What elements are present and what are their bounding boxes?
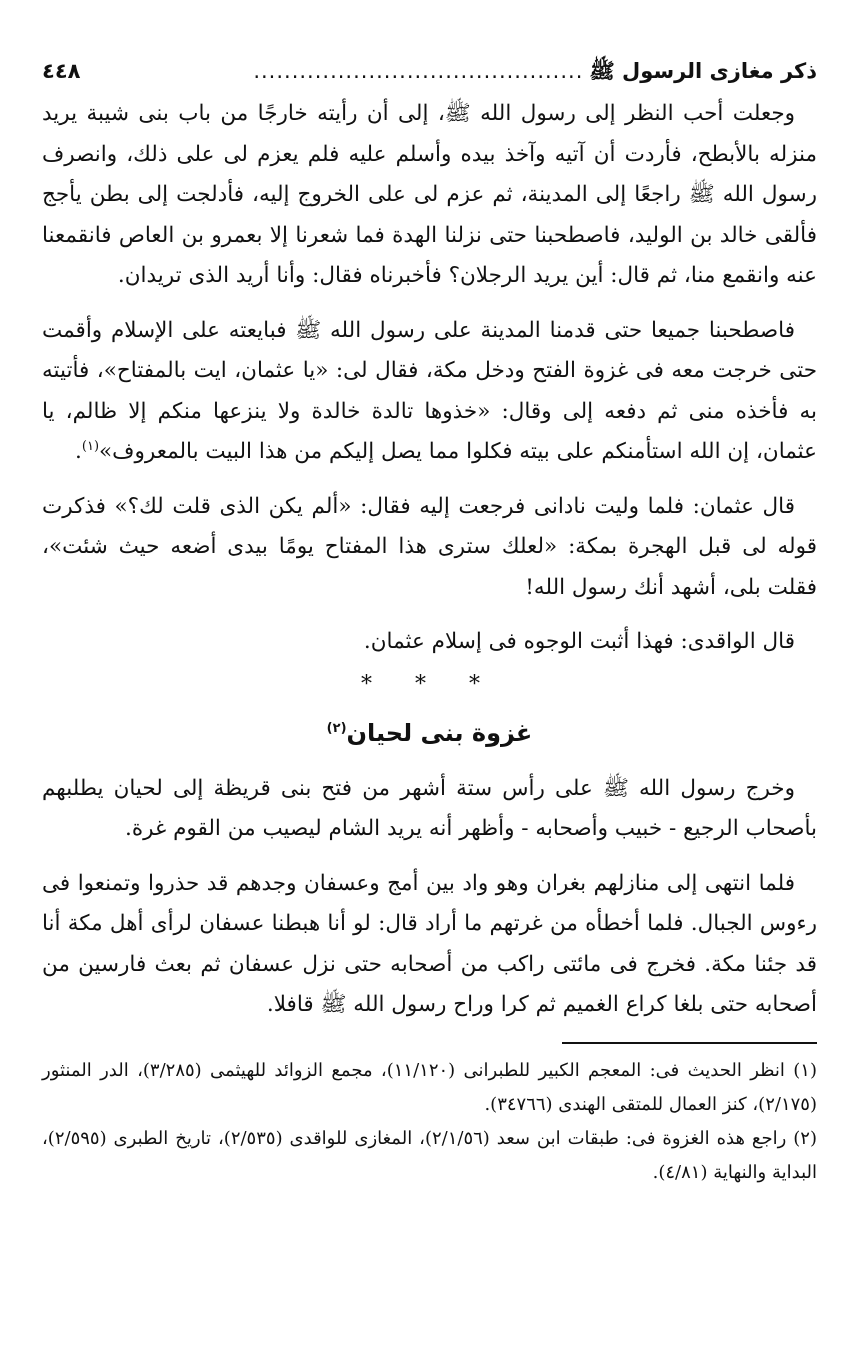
running-header: [42, 58, 817, 94]
paragraph-5: وخرج رسول الله ﷺ على رأس ستة أشهر من فتح بنى قريظة إلى لحيان يطلبهم بأصحاب الرجيع - خبيب وأصحابه - وأظهر أنه يريد الشام ليصيب من القوم غرة.: [42, 775, 817, 841]
paragraph-2-end: .: [75, 439, 82, 464]
paragraph-2: [42, 311, 817, 473]
paragraph-2-text: فاصطحبنا جميعا حتى قدمنا المدينة على رسول الله ﷺ فبايعته على الإسلام وأقمت حتى خرجت معه فى غزوة الفتح ودخل مكة، فقال لى: «يا عثمان، ايت بالمفتاح»، فأتيته به فأخذه منى ثم دفعه إلى وقال: «خذوها تالدة خالدة ولا ينزعها منكم إلا ظالم، يا عثمان، إن الله استأمنكم على بيته فكلوا مما يصل إليكم من هذا البيت بالمعروف»: [42, 317, 817, 464]
footnote-ref-1[interactable]: (١): [81, 438, 100, 454]
paragraph-1: وجعلت أحب النظر إلى رسول الله ﷺ، إلى أن رأيته خارجًا من باب بنى شيبة يريد منزله بالأبطح، فأردت أن آتيه وآخذ بيده وأسلم عليه فلم يعزم لى على ذلك، وانصرف رسول الله ﷺ راجعًا إلى المدينة، ثم عزم لى على الخروج إليه، فأدلجت إلى بطن يأجج فألقى خالد بن الوليد، فاصطحبنا حتى نزلنا الهدة فما شعرنا إلا بعمرو بن العاص فانقمعنا عنه وانقمع منا، ثم قال: أين يريد الرجلان؟ فأخبرناه فقال: وأنا أريد الذى تريدان.: [42, 101, 817, 288]
spacer: [42, 297, 817, 311]
paragraph-3: قال عثمان: فلما وليت نادانى فرجعت إليه فقال: «ألم يكن الذى قلت لك؟» فذكرت قوله لى قبل الهجرة بمكة: «لعلك سترى هذا المفتاح يومًا بيدى أضعه حيث شئت»، فقلت بلى، أشهد أنك رسول الله!: [42, 493, 817, 600]
footnote-ref-2[interactable]: (٢): [326, 720, 347, 736]
running-title: ذكر مغازى الرسول ﷺ: [589, 59, 817, 83]
running-title-group: [253, 58, 817, 89]
footnote-2: (٢) راجع هذه الغزوة فى: طبقات ابن سعد (٢/١/٥٦)، المغازى للواقدى (٢/٥٣٥)، تاريخ الطبرى (٢/٥٩٥)، البداية والنهاية (٤/٨١).: [42, 1127, 817, 1183]
section-heading-text: غزوة بنى لحيان: [346, 718, 533, 747]
spacer: [42, 473, 817, 487]
leader-dots: ...........................................: [253, 59, 584, 83]
paragraph-4: قال الواقدى: فهذا أثبت الوجوه فى إسلام عثمان.: [363, 629, 795, 654]
section-separator: * * *: [361, 671, 498, 697]
section-heading: [42, 713, 817, 753]
page-number: ٤٤٨: [42, 59, 81, 83]
footnote-rule: [562, 1042, 817, 1044]
spacer: [42, 608, 817, 622]
book-page: [42, 58, 817, 1190]
paragraph-6: فلما انتهى إلى منازلهم بغران وهو واد بين أمج وعسفان وجدهم قد حذروا وتمنعوا فى رءوس الجبال. فلما أخطأه من غرتهم ما أراد قال: لو أنا هبطنا عسفان لرأى أهل مكة أنا قد جئنا مكة. فخرج فى مائتى راكب من أصحابه حتى نزل عسفان ثم بعث فارسين من أصحابه حتى بلغا كراع الغميم ثم كرا وراح رسول الله ﷺ قافلا.: [42, 870, 817, 1017]
footnote-1: (١) انظر الحديث فى: المعجم الكبير للطبرانى (١١/١٢٠)، مجمع الزوائد للهيثمى (٣/٢٨٥)، الدر المنثور (٢/١٧٥)، كنز العمال للمتقى الهندى (٣٤٧٦٦).: [42, 1059, 817, 1115]
spacer: [42, 850, 817, 864]
